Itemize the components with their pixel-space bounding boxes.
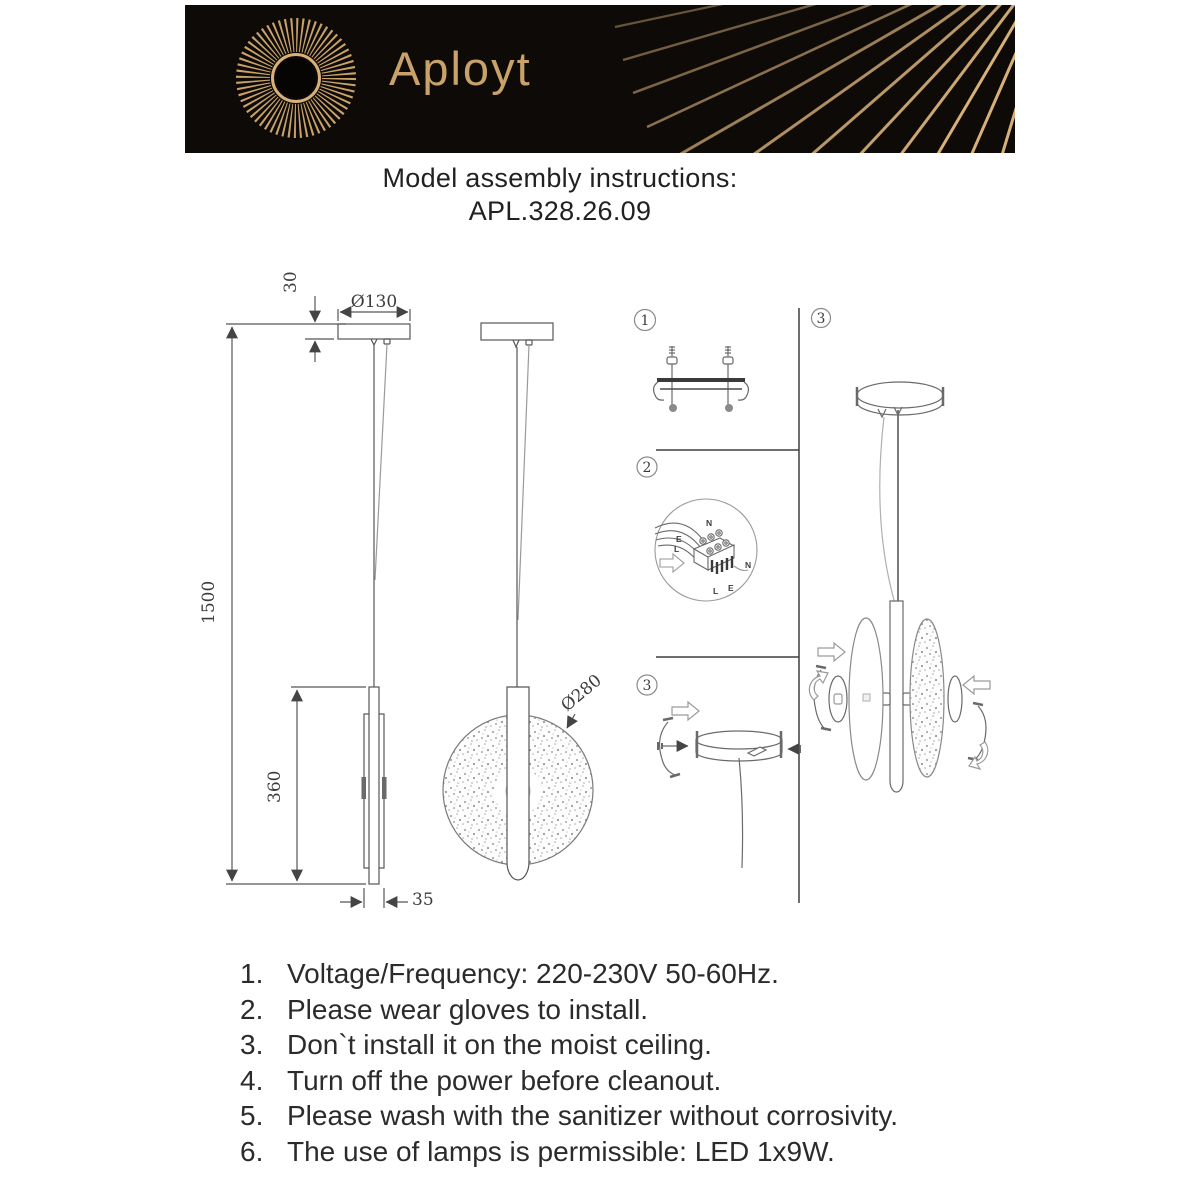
front-view-drawing [443, 323, 593, 880]
dim-fixture-height: 360 [265, 770, 285, 803]
side-view-drawing [226, 296, 410, 908]
instruction-number: 5. [240, 1100, 264, 1131]
dim-canopy-diameter: Ø130 [350, 292, 398, 312]
wire-label-n-right: N [745, 560, 752, 570]
step2-wiring-drawing [655, 499, 757, 601]
instruction-item [240, 956, 898, 992]
instruction-item [240, 1134, 898, 1170]
exploded-assembly-drawing [809, 382, 990, 792]
wire-label-n-top: N [706, 518, 713, 528]
instruction-number: 1. [240, 958, 264, 989]
instruction-text: The use of lamps is permissible: LED 1x9W. [287, 1135, 835, 1167]
step3-canopy-drawing [658, 702, 800, 868]
dim-disc-diameter: Ø280 [557, 670, 606, 716]
step2-badge: 2 [642, 460, 652, 476]
step1-bracket-drawing [654, 346, 749, 412]
instruction-list [240, 956, 898, 1169]
instruction-item [240, 1098, 898, 1134]
instruction-item [240, 1027, 898, 1063]
instruction-number: 3. [240, 1029, 264, 1060]
wire-label-e-bottom: E [728, 583, 734, 593]
instruction-text: Please wear gloves to install. [287, 993, 649, 1025]
instruction-text: Don`t install it on the moist ceiling. [287, 1029, 712, 1060]
dim-drop-length: 1500 [199, 580, 219, 624]
page-title: Model assembly instructions: [382, 163, 738, 193]
instruction-item [240, 992, 898, 1028]
instruction-text: Voltage/Frequency: 220-230V 50-60Hz. [287, 958, 779, 989]
instruction-number: 4. [240, 1064, 264, 1096]
dim-fixture-width: 35 [412, 890, 434, 910]
instruction-text: Please wash with the sanitizer without corrosivity. [287, 1100, 899, 1131]
wire-label-l-left: L [674, 544, 680, 554]
instruction-text: Turn off the power before cleanout. [287, 1064, 722, 1096]
wire-label-l-bottom: L [713, 586, 719, 596]
instruction-item [240, 1063, 898, 1099]
wire-label-e-left: E [676, 534, 682, 544]
instruction-number: 2. [240, 993, 264, 1025]
step1-badge: 1 [640, 313, 650, 329]
dim-canopy-height: 30 [281, 271, 301, 293]
step3-badge: 3 [642, 678, 652, 694]
brand-wordmark: Aployt [389, 42, 532, 95]
step3-right-badge: 3 [816, 311, 826, 327]
model-number: APL.328.26.09 [468, 196, 652, 226]
step-badges [635, 309, 831, 696]
instruction-number: 6. [240, 1135, 264, 1167]
